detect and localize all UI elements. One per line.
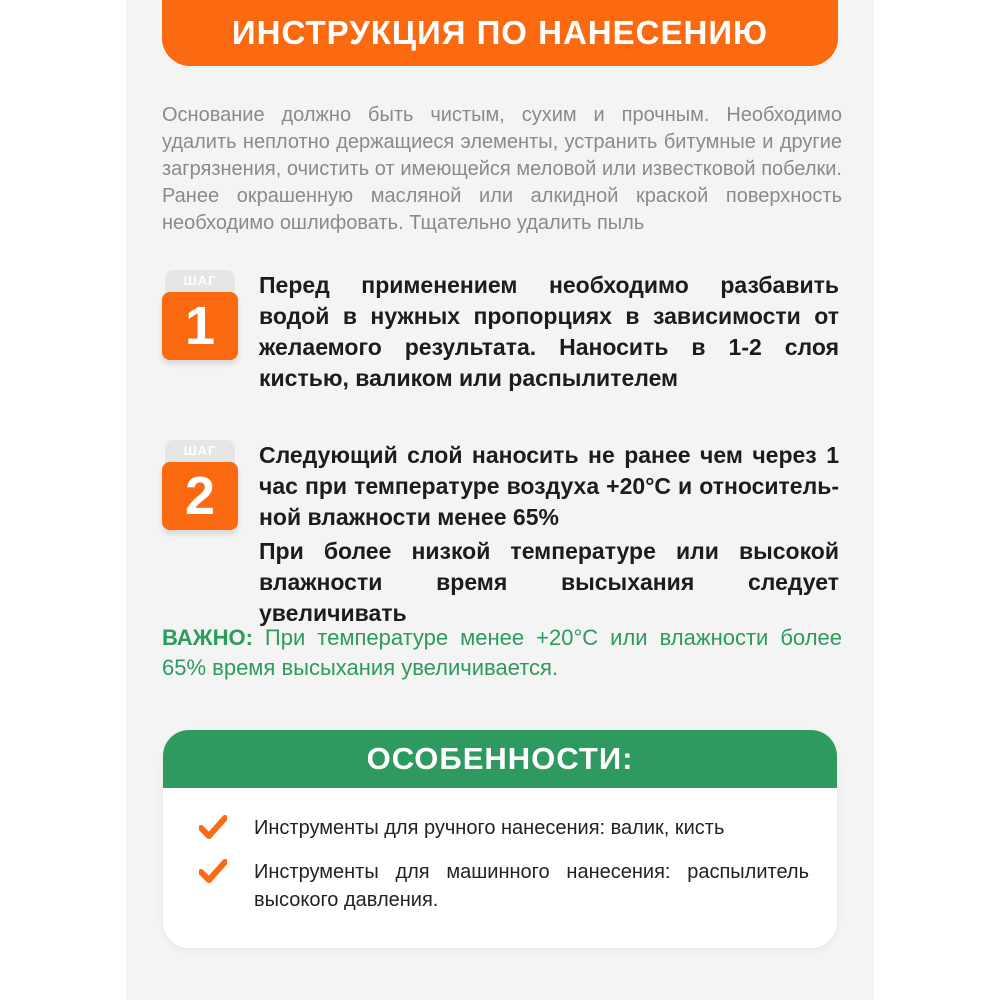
important-text: При температуре менее +20°С или влажности более 65% время высыхания увеличивается. xyxy=(162,625,842,680)
check-icon xyxy=(199,859,227,885)
step-2-tab-label: ШАГ xyxy=(183,443,217,458)
important-label: ВАЖНО: xyxy=(162,625,253,650)
step-1-badge xyxy=(162,270,238,362)
surface-preparation-text: Основание должно быть чистым, сухим и прочным. Необходимо удалить неплотно держащиеся элементы, устранить битумные и другие загрязнения, очистить от имеющейся меловой или известковой побелки. Ранее окрашенную масляной или алкидной краской поверхность необходимо ошлифовать. Тщательно удалить пыль xyxy=(162,104,842,234)
step-1-text xyxy=(259,270,839,394)
step-1-paragraph: Перед применением необходимо разбавить водой в нужных пропорциях в зависимости от желаемого результата. Наносить в 1-2 слоя кистью, валиком или распылителем xyxy=(259,272,839,391)
check-icon xyxy=(199,815,227,841)
instruction-title: ИНСТРУКЦИЯ ПО НАНЕСЕНИЮ xyxy=(231,14,769,51)
instruction-header xyxy=(162,0,838,66)
step-2-text xyxy=(259,440,839,629)
step-2 xyxy=(162,440,842,626)
step-2-badge xyxy=(162,440,238,532)
step-1-tab-label: ШАГ xyxy=(183,273,217,288)
feature-item-machine-text: Инструменты для машинного нанесения: распылитель высокого давления. xyxy=(254,861,809,911)
features-card xyxy=(163,730,837,948)
step-2-number-box xyxy=(162,462,238,530)
step-1-number: 1 xyxy=(184,296,216,356)
feature-item-manual-text: Инструменты для ручного нанесения: валик, кисть xyxy=(254,817,725,839)
features-header xyxy=(163,730,837,788)
step-2-paragraph-1: Следующий слой наносить не ранее чем через 1 час при температуре воздуха +20°С и относитель-ной влажности менее 65% xyxy=(259,442,839,530)
step-2-paragraph-2: При более низкой температуре или высокой влажности время высыхания следует увеличивать xyxy=(259,538,839,626)
step-1 xyxy=(162,270,842,410)
important-note xyxy=(162,623,842,683)
step-1-number-box xyxy=(162,292,238,360)
step-2-number: 2 xyxy=(184,466,216,526)
features-title: ОСОБЕННОСТИ: xyxy=(366,741,634,776)
